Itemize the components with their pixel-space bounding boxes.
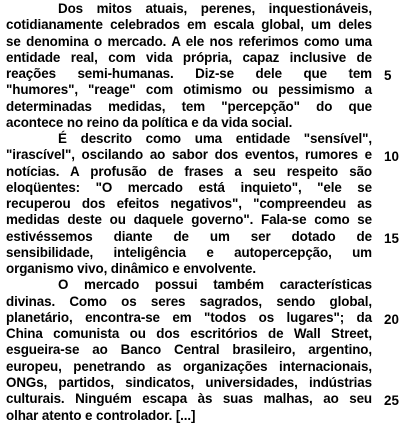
- text-line-24: ONGs, partidos, sindicatos, universidades, indústrias: [6, 374, 372, 390]
- line-number-25: 25: [384, 393, 399, 409]
- text-line-25: culturais. Ninguém escapa às suas malhas, ao seu: [6, 391, 372, 407]
- text-line-16: sensibilidade, inteligência e autopercepção, um: [6, 244, 372, 260]
- text-line-13: recuperou dos efeitos negativos", "compreendeu as: [6, 196, 372, 212]
- line-number-20: 20: [384, 311, 399, 327]
- text-line-11: notícias. A profusão de frases a seu respeito são: [6, 163, 372, 179]
- line-number-5: 5: [384, 68, 392, 84]
- text-line-14: medidas deste ou daquele governo". Fala-se como se: [6, 212, 372, 228]
- text-line-5: reações semi-humanas. Diz-se dele que tem: [6, 66, 372, 82]
- text-line-20: planetário, encontra-se em "todos os lugares"; da: [6, 309, 372, 325]
- text-line-15: estivéssemos diante de um ser dotado de: [6, 228, 372, 244]
- text-line-22: esgueira-se ao Banco Central brasileiro, argentino,: [6, 342, 372, 358]
- line-number-10: 10: [384, 149, 399, 165]
- text-line-12: eloqüentes: "O mercado está inquieto", "ele se: [6, 179, 372, 195]
- text-line-21: China comunista ou dos escritórios de Wall Street,: [6, 326, 372, 342]
- text-line-6: "humores", "reage" com otimismo ou pessimismo a: [6, 82, 372, 98]
- text-line-2: cotidianamente celebrados em escala global, um deles: [6, 17, 372, 33]
- text-line-19: divinas. Como os seres sagrados, sendo global,: [6, 293, 372, 309]
- text-line-1: Dos mitos atuais, perenes, inquestionáveis,: [58, 1, 372, 16]
- text-line-8: acontece no reino da política e da vida social.: [6, 114, 293, 130]
- text-line-9: É descrito como uma entidade "sensível",: [58, 131, 372, 147]
- text-line-7: determinadas medidas, tem "percepção" do que: [6, 98, 372, 114]
- text-line-18: O mercado possui também características: [58, 277, 372, 293]
- text-line-17: organismo vivo, dinâmico e envolvente.: [6, 261, 256, 277]
- text-line-10: "irascível", oscilando ao sabor dos eventos, rumores e: [6, 147, 372, 163]
- text-line-3: se denomina o mercado. A ele nos referimos como uma: [6, 33, 372, 49]
- text-line-4: entidade real, com vida própria, capaz inclusive de: [6, 49, 372, 65]
- text-line-26: olhar atento e controlador. [...]: [6, 407, 196, 423]
- line-number-15: 15: [384, 230, 399, 246]
- text-line-23: europeu, penetrando as organizações internacionais,: [6, 358, 372, 374]
